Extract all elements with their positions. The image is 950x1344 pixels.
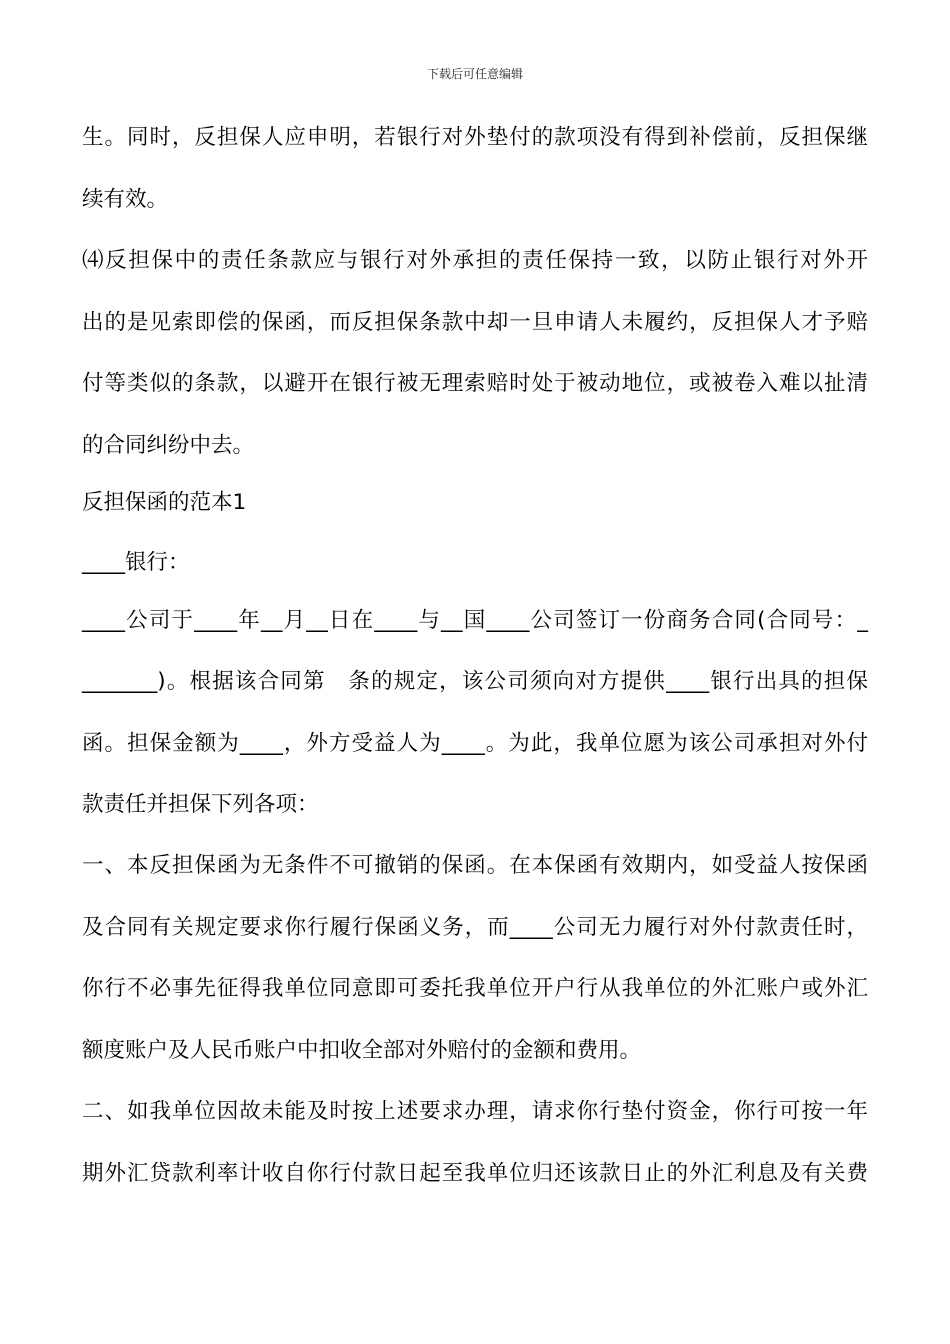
page-header: 下载后可任意编辑 (426, 67, 523, 81)
body-line: 款责任并担保下列各项： (82, 792, 319, 817)
body-line: ____公司于____年__月__日在____与__国____公司签订一份商务合同(合同号：_ (82, 608, 868, 633)
body-line: 你行不必事先征得我单位同意即可委托我单位开户行从我单位的外汇账户或外汇 (82, 976, 868, 1001)
body-line: 函。担保金额为____，外方受益人为____。为此，我单位愿为该公司承担对外付 (82, 731, 868, 756)
body-line: 一、本反担保函为无条件不可撤销的保函。在本保函有效期内，如受益人按保函 (82, 853, 868, 878)
body-line: _______)。根据该合同第 条的规定，该公司须向对方提供____银行出具的担保 (82, 669, 868, 694)
body-line: 付等类似的条款，以避开在银行被无理索赔时处于被动地位，或被卷入难以扯清 (82, 371, 868, 396)
body-line: 额度账户及人民币账户中扣收全部对外赔付的金额和费用。 (82, 1038, 642, 1063)
body-line: ⑷反担保中的责任条款应与银行对外承担的责任保持一致，以防止银行对外开 (82, 248, 868, 273)
body-line: 及合同有关规定要求你行履行保函义务，而____公司无力履行对外付款责任时， (82, 915, 868, 940)
section-heading: 反担保函的范本1 (82, 490, 247, 515)
body-line: 出的是见索即偿的保函，而反担保条款中却一旦申请人未履约，反担保人才予赔 (82, 310, 868, 335)
body-line: 二、如我单位因故未能及时按上述要求办理，请求你行垫付资金，你行可按一年 (82, 1099, 868, 1124)
body-line: 的合同纠纷中去。 (82, 433, 255, 458)
body-line: 生。同时，反担保人应申明，若银行对外垫付的款项没有得到补偿前，反担保继 (82, 125, 868, 150)
body-line: 期外汇贷款利率计收自你行付款日起至我单位归还该款日止的外汇利息及有关费 (82, 1161, 868, 1186)
body-line: 续有效。 (82, 187, 169, 212)
body-line: ____银行： (82, 550, 190, 575)
